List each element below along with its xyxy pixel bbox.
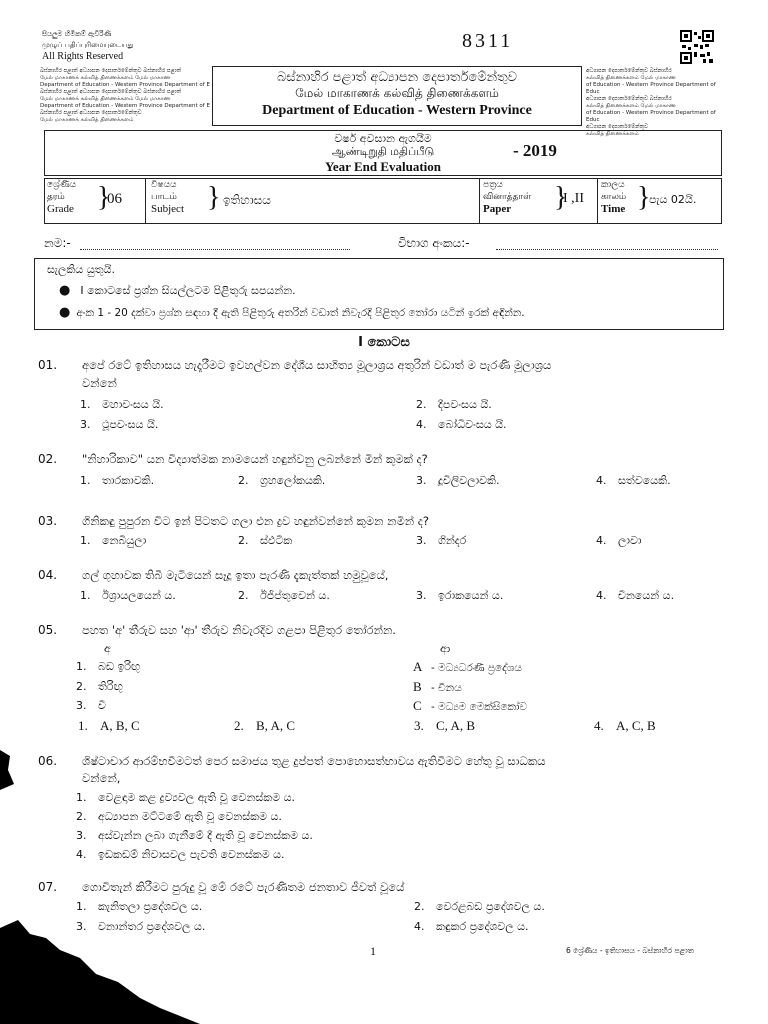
question-text: ගොවිතැන් කිරීමට පුරුදු වූ මේ රටේ පැරණිතම ජනතාව ජීවත් වූයේ (82, 880, 405, 894)
option-2[interactable]: 2. දීපවංසය යි. (416, 398, 492, 411)
option-1[interactable]: 1. තාරකාවකි. (80, 474, 155, 487)
option-1[interactable]: 1. ඊශ්‍රායලයෙන් ය. (80, 589, 176, 602)
column-a-header: අ (104, 642, 111, 655)
option-2[interactable]: 2. ස්ඵටික (238, 534, 293, 547)
option-1[interactable]: 1. මහාවංසය යි. (80, 398, 164, 411)
match-item-a1: 1. බඩ ඉරිඟු (76, 660, 141, 673)
question-number: 07. (38, 880, 58, 894)
time-value: පැය 02යි. (649, 193, 697, 206)
question-text: අපේ රටේ ඉතිහාසය හැදෑරීමට ඉවහල්වන දේශීය සාහිත්‍ය මූලාශ්‍රය අතුරින් වඩාත් ම පැරණි මූලාශ්‍රය (82, 358, 552, 372)
question-text-cont: වන්නේ (82, 376, 117, 390)
match-item-a2: 2. තිරිඟු (76, 680, 123, 693)
department-name-en: Department of Education - Western Province (262, 103, 532, 118)
option-3[interactable]: 3. C, A, B (414, 718, 476, 733)
index-number-field[interactable] (496, 249, 718, 250)
match-item-a3: 3. වී (76, 699, 106, 712)
option-1[interactable]: 1. කැනිතලා ප්‍රදේශවල ය. (76, 900, 203, 913)
qr-code-icon (680, 30, 714, 64)
instructions-box (34, 258, 724, 330)
department-name-ta: மேல் மாகாணக் கல்வித் திணைக்களம் (295, 86, 499, 100)
copyright-en: All Rights Reserved (42, 51, 124, 62)
option-3[interactable]: 3. දූවිලිවලාවකි. (416, 474, 500, 487)
exam-title-box (44, 130, 722, 176)
grade-value: 06 (107, 191, 122, 207)
question-number: 03. (38, 514, 58, 528)
question-number: 01. (38, 358, 58, 372)
torn-corner-shape (0, 898, 203, 1024)
option-2[interactable]: 2. ඊජිප්තුවෙන් ය. (238, 589, 330, 602)
copyright-si: සියලුම හිමිකම් ඇවිරිණි (42, 30, 112, 38)
option-3[interactable]: 3. ඉරාකයෙන් ය. (416, 589, 504, 602)
instruction-item-1: ● I කොටසේ ප්‍රශ්න සියල්ලටම පිළිතුරු සපයන්න. (59, 283, 296, 298)
option-4[interactable]: 4. කඳුකර ප්‍රදේශවල ය. (414, 920, 529, 933)
section-title: I කොටස (358, 335, 410, 350)
question-number: 04. (38, 568, 58, 582)
question-number: 05. (38, 623, 58, 637)
footer-label: 6 ශ්‍රේණිය - ඉතිහාසය - බස්නාහිර පළාත (566, 946, 694, 955)
watermark-right: අධ්‍යාපන දෙපාර්තමේන්තුව බස්නාහිර கல்வித் திணைக்களம் மேல் மாகாண of Education - Western Province Department of Educ අධ්‍යාපන දෙපාර්තමේන්තුව බස්නාහිර கல்வித் திணைக்களம் மேல் மாகாண of Education - Western Province Department of Educ අධ්‍යාපන දෙපාර්තමේන්තුව கல்வித் திணைக்களம் (586, 68, 716, 137)
option-1[interactable]: 1. වෙළඳාම කළ ද්‍රව්‍යවල ඇති වූ වෙනස්කම ය. (76, 791, 296, 804)
page-number: 1 (370, 944, 376, 958)
paper-code: 8311 (462, 30, 514, 52)
exam-year: - 2019 (513, 141, 557, 160)
option-4[interactable]: 4. A, C, B (594, 718, 656, 733)
match-item-b2: B - චීනය (413, 679, 462, 694)
option-2[interactable]: 2. B, A, C (234, 718, 296, 733)
exam-title-si: වර්ෂ අවසාන ඇගයීම (334, 132, 432, 145)
option-2[interactable]: 2. ග්‍රහලෝකයකි. (238, 474, 326, 487)
option-4[interactable]: 4. බෝධිවංසය යි. (416, 418, 507, 431)
copyright-ta: முழுப் பதிப்புரிமையுடையது (42, 41, 134, 49)
instruction-item-2: ● අංක 1 - 20 දක්වා ප්‍රශ්න සඳහා දී ඇති පිළිතුරු අතරින් වඩාත් නිවැරදි පිළිතුර තෝරා යටින් ඉරක් අඳින්න. (59, 305, 525, 320)
option-2[interactable]: 2. වෙරළබඩ ප්‍රදේශවල ය. (414, 900, 545, 913)
name-field[interactable] (80, 249, 350, 250)
option-1[interactable]: 1. A, B, C (78, 718, 140, 733)
subject-value: ඉතිහාසය (223, 193, 271, 207)
option-3[interactable]: 3. ථූපවංසය යි. (80, 418, 159, 431)
paper-value: I ,II (563, 191, 584, 206)
question-text: "නිහාරිකාව" යන විද්‍යාත්මක නාමයෙන් හඳුන්වනු ලබන්නේ මින් කුමක් ද? (82, 452, 428, 466)
exam-title-en: Year End Evaluation (324, 159, 442, 174)
watermark-left: බස්නාහිර පළාත් අධ්‍යාපන දෙපාර්තමේන්තුව බස්නාහිර පළාත් மேல் மாகாணக் கல்வித் திணைக்களம் மேல் மாகாண Department of Education - Western Province Department of E බස්නාහිර පළාත් අධ්‍යාපන දෙපාර්තමේන්තුව බස්නාහිර පළාත් மேல் மாகாணக் கல்வித் திணைக்களம் மேல் மாகாண Department of Education - Western Province Department of E බස්නාහිර පළාත් අධ්‍යාපන දෙපාර්තමේන්තුව மேல் மாகாணக் கல்வித் திணைக்களம் (40, 68, 210, 123)
index-number-label: විභාග අංකය:- (398, 236, 470, 250)
exam-info-row: ශ්‍රේණිය தரம் Grade } 06 විෂයය பாடம் Subject } ඉතිහාසය පත්‍රය வினாத்தாள் Paper } I ,II කාලය காலம் Time } පැය 02යි. (44, 178, 722, 224)
question-number: 02. (38, 452, 58, 466)
option-3[interactable]: 3. වනාන්තර ප්‍රදේශවල ය. (76, 920, 206, 933)
match-item-b3: C - මධ්‍යම මෙක්සිකෝව (413, 698, 528, 713)
question-text: ගල් ගුහාවක තිබී මැටියෙන් සෑදූ ඉතා පැරණි දැකැත්තක් හමුවූයේ, (82, 568, 389, 582)
scan-mark-shape (0, 750, 16, 790)
department-title-box (212, 66, 582, 126)
option-3[interactable]: 3. අස්වැන්න ලබා ගැනීමේ දී ඇති වූ වෙනස්කම ය. (76, 829, 313, 842)
department-name-si: බස්නාහිර පළාත් අධ්‍යාපන දෙපාර්තමේන්තුව (276, 70, 517, 85)
option-4[interactable]: 4. සත්වයෙකි. (596, 474, 671, 487)
question-text: ශිෂ්ටාචාර ආරම්භවීමටත් පෙර සමාජය තුළ දුප්පත් පොහොසත්භාවය ඇතිවීමට හේතු වූ සාධකය (82, 754, 546, 768)
question-number: 06. (38, 754, 58, 768)
option-2[interactable]: 2. අධ්‍යාපන මට්ටමේ ඇති වූ වෙනස්කම ය. (76, 810, 282, 823)
exam-title-ta: ஆண்டிறுதி மதிப்பீடு (331, 145, 435, 158)
question-text: ගිනිකඳු පුපුරන විට ඉන් පිටතට ගලා එන ද්‍රව හඳුන්වන්නේ කුමන නමින් ද? (82, 514, 429, 528)
question-text: පහත 'අ' තීරුව සහ 'ආ' තීරුව නිවැරදිව ගළපා පිළිතුර තෝරන්න. (82, 623, 396, 637)
match-item-b1: A - මධ්‍යධරණී ප්‍රදේශය (413, 659, 522, 674)
column-b-header: ආ (440, 642, 451, 655)
subject-label: විෂයය பாடம் Subject (151, 180, 184, 215)
department-header (40, 66, 720, 137)
option-1[interactable]: 1. නෙබියුලා (80, 534, 147, 547)
time-label: කාලය காலம் Time (601, 180, 627, 215)
instructions-title: සැලකිය යුතුයි. (47, 263, 115, 276)
option-4[interactable]: 4. ඉඩකඩම් නිවාසවල පැවති වෙනස්කම ය. (76, 848, 285, 861)
grade-label: ශ්‍රේණිය தரம் Grade (47, 180, 77, 215)
name-label: නම:- (44, 236, 71, 250)
option-3[interactable]: 3. ගින්දර (416, 534, 467, 547)
question-text-cont: වන්නේ, (82, 771, 121, 785)
paper-label: පත්‍රය வினாத்தாள் Paper (483, 180, 532, 215)
option-4[interactable]: 4. ලාවා (596, 534, 642, 547)
option-4[interactable]: 4. චීනයෙන් ය. (596, 589, 675, 602)
